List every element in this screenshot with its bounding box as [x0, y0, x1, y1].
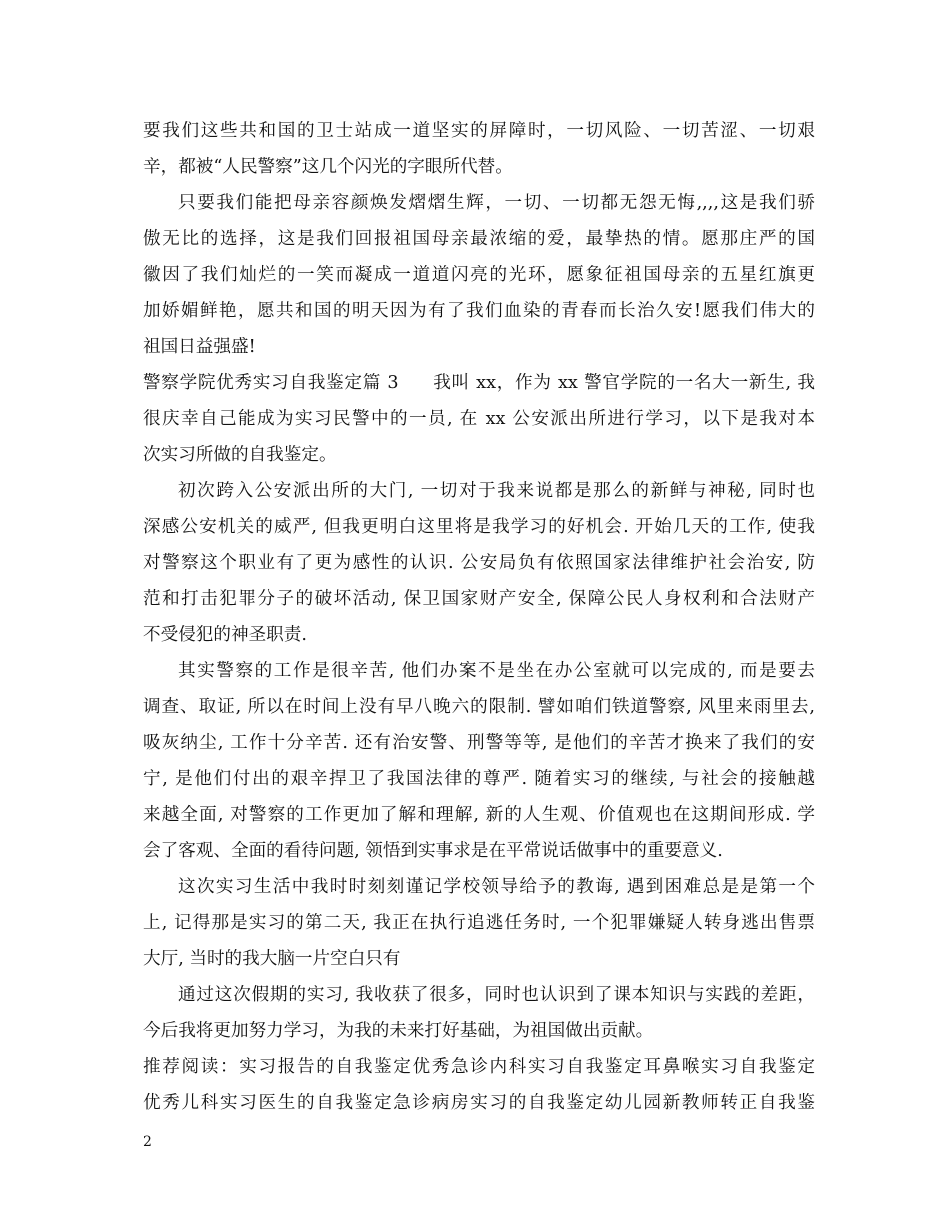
paragraph-line: 调查、取证, 所以在时间上没有早八晚六的限制. 譬如咱们铁道警察, 风里来雨里去,: [143, 697, 815, 717]
paragraph-line: 徽因了我们灿烂的一笑而凝成一道道闪亮的光环，愿象征祖国母亲的五星红旗更: [143, 265, 815, 285]
paragraph-line: 祖国日益强盛!: [143, 337, 256, 357]
paragraph-line: 会了客观、全面的看待问题, 领悟到实事求是在平常说话做事中的重要意义.: [143, 841, 723, 861]
paragraph-line: 对警察这个职业有了更为感性的认识. 公安局负有依照国家法律维护社会治安, 防: [143, 553, 815, 573]
paragraph-line: 范和打击犯罪分子的破坏活动, 保卫国家财产安全, 保障公民人身权利和合法财产: [143, 589, 815, 609]
recommended-reading-line: 优秀儿科实习医生的自我鉴定急诊病房实习的自我鉴定幼儿园新教师转正自我鉴: [143, 1093, 815, 1113]
paragraph-line: 不受侵犯的神圣职责.: [143, 625, 307, 645]
paragraph-line: 上, 记得那是实习的第二天, 我正在执行追逃任务时, 一个犯罪嫌疑人转身逃出售票: [143, 913, 815, 933]
recommended-reading-line: 推荐阅读：实习报告的自我鉴定优秀急诊内科实习自我鉴定耳鼻喉实习自我鉴定: [143, 1057, 815, 1077]
paragraph-line: 通过这次假期的实习, 我收获了很多，同时也认识到了课本知识与实践的差距，: [178, 985, 815, 1005]
page-number: 2: [143, 1134, 152, 1150]
paragraph-line: 次实习所做的自我鉴定。: [143, 445, 337, 465]
paragraph-line: 吸灰纳尘, 工作十分辛苦. 还有治安警、刑警等等, 是他们的辛苦才换来了我们的安: [143, 733, 815, 753]
paragraph-line: 深感公安机关的威严, 但我更明白这里将是我学习的好机会. 开始几天的工作, 使我: [143, 517, 815, 537]
paragraph-line: 傲无比的选择，这是我们回报祖国母亲最浓缩的爱，最挚热的情。愿那庄严的国: [143, 229, 815, 249]
paragraph-line: 很庆幸自己能成为实习民警中的一员, 在 xx 公安派出所进行学习，以下是我对本: [143, 409, 815, 429]
paragraph-line: 辛，都被“人民警察”这几个闪光的字眼所代替。: [143, 157, 513, 177]
section-title: 警察学院优秀实习自我鉴定篇 3: [143, 373, 399, 393]
paragraph-line: 这次实习生活中我时时刻刻谨记学校领导给予的教诲, 遇到困难总是是第一个: [178, 877, 815, 897]
paragraph-line: 来越全面, 对警察的工作更加了解和理解, 新的人生观、价值观也在这期间形成. 学: [143, 805, 815, 825]
document-body: [143, 113, 815, 1121]
paragraph-line: 加娇媚鲜艳，愿共和国的明天因为有了我们血染的青春而长治久安!愿我们伟大的: [143, 301, 815, 321]
paragraph-line: 大厅, 当时的我大脑一片空白只有: [143, 949, 401, 969]
section-heading-line: [143, 365, 815, 401]
paragraph-line: 初次跨入公安派出所的大门, 一切对于我来说都是那么的新鲜与神秘, 同时也: [178, 481, 815, 501]
paragraph-line: 其实警察的工作是很辛苦, 他们办案不是坐在办公室就可以完成的, 而是要去: [178, 661, 815, 681]
paragraph-line: 我叫 xx，作为 xx 警官学院的一名大一新生, 我: [432, 373, 815, 393]
paragraph-line: 要我们这些共和国的卫士站成一道坚实的屏障时，一切风险、一切苦涩、一切艰: [143, 121, 815, 141]
paragraph-line: 今后我将更加努力学习，为我的未来打好基础，为祖国做出贡献。: [143, 1021, 654, 1041]
paragraph-line: 只要我们能把母亲容颜焕发熠熠生辉，一切、一切都无怨无悔,,,,这是我们骄: [178, 193, 815, 213]
paragraph-line: 宁, 是他们付出的艰辛捍卫了我国法律的尊严. 随着实习的继续, 与社会的接触越: [143, 769, 815, 789]
